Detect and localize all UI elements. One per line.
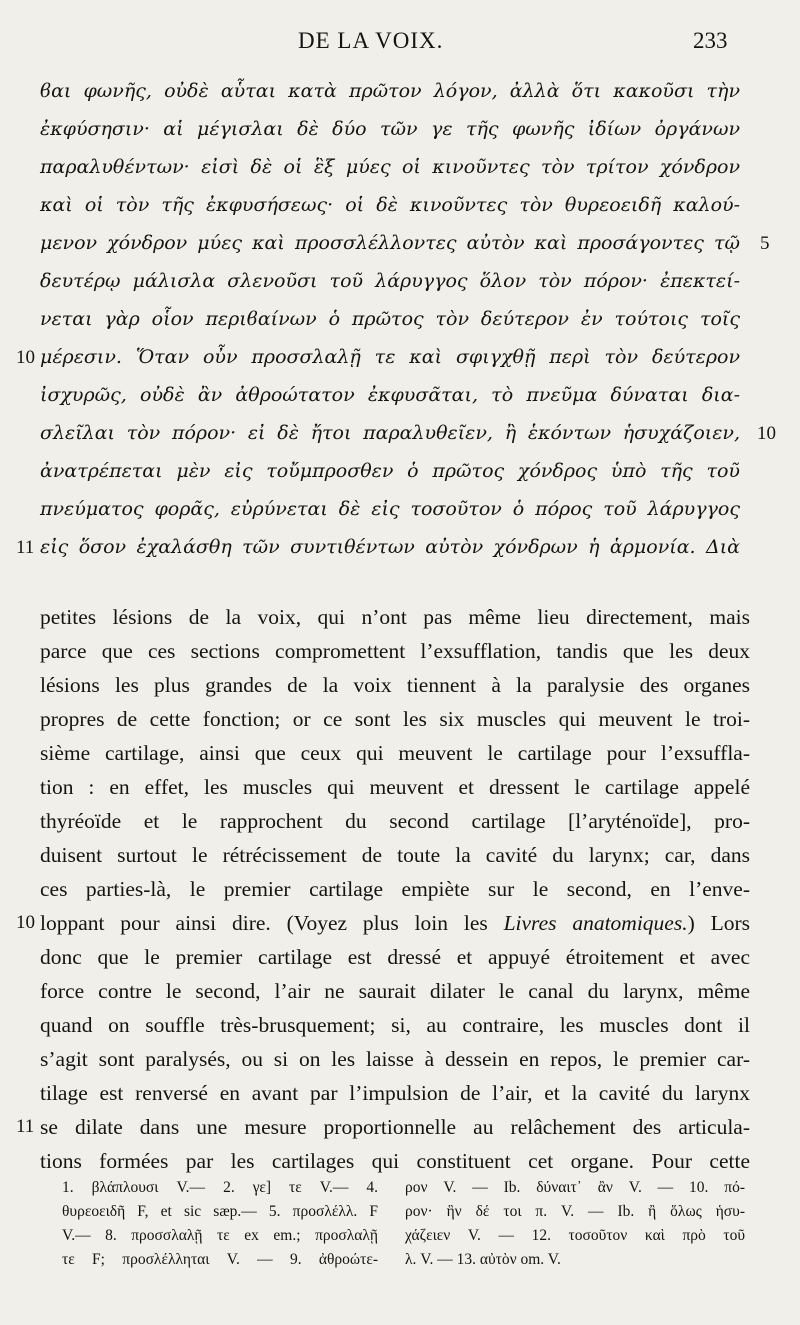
french-line: quand on souffle très-brusquement; si, au contraire, les muscles dont il: [40, 1013, 750, 1037]
french-line: duisent surtout le rétrécissement de toute la cavité du larynx; car, dans: [40, 843, 750, 867]
greek-line: ἰσχυρῶς, οὐδὲ ἂν ἀθροώτατον ἐκφυσᾶται, τὸ πνεῦμα δύναται δια-: [40, 384, 740, 406]
french-line: tilage est renversé en avant par l’impulsion de l’air, et la cavité du larynx: [40, 1081, 750, 1105]
running-title: DE LA VOIX.: [298, 28, 444, 53]
footnote-line: θυρεοειδῆ F, et sic sæp.— 5. προσλέλλ. F: [62, 1203, 378, 1220]
french-line: parce que ces sections compromettent l’exsufflation, tandis que les deux: [40, 639, 750, 663]
greek-line: νεται γὰρ οἷον περιϐαίνων ὁ πρῶτος τὸν δεύτερον ἐν τούτοις τοῖς: [40, 308, 740, 330]
greek-line: σλεῖλαι τὸν πόρον· εἰ δὲ ἤτοι παραλυθεῖεν, ἢ ἑκόντων ἡσυχάζοιεν,: [40, 422, 740, 444]
footnote-line: ρον V. — Ib. δύναιτ᾽ ἂν V. — 10. πό-: [405, 1179, 745, 1196]
french-line: force contre le second, l’air ne saurait dilater le canal du larynx, même: [40, 979, 750, 1003]
footnote-line: τε F; προσλέλληται V. — 9. ἀθροώτε-: [62, 1251, 378, 1268]
line-number-margin: 5: [760, 233, 770, 254]
greek-line: πνεύματος φορᾶς, εὐρύνεται δὲ εἰς τοσοῦτον ὁ πόρος τοῦ λάρυγγος: [40, 498, 740, 520]
footnote-line: χάζειεν V. — 12. τοσοῦτον καὶ πρὸ τοῦ: [405, 1227, 745, 1244]
greek-line: εἰς ὅσον ἐχαλάσθη τῶν συντιθέντων αὐτὸν χόνδρων ἡ ἁρμονία. Διὰ: [40, 536, 740, 558]
line-number-margin: 11: [16, 537, 35, 558]
running-header: [0, 28, 800, 60]
line-number-margin: 10: [757, 423, 776, 444]
line-number-margin: 10: [16, 912, 35, 933]
page-number: 233: [693, 28, 728, 53]
footnote-line: V.— 8. προσσλαλῇ τε ex em.; προσλαλῇ: [62, 1227, 378, 1244]
greek-line: ἐκφύσησιν· αἱ μέγισλαι δὲ δύο τῶν γε τῆς φωνῆς ἰδίων ὀργάνων: [40, 118, 740, 140]
greek-line: καὶ οἱ τὸν τῆς ἐκφυσήσεως· οἱ δὲ κινοῦντες τὸν θυρεοειδῆ καλού-: [40, 194, 740, 216]
french-line: se dilate dans une mesure proportionnelle au relâchement des articula-: [40, 1115, 750, 1139]
greek-line: ἀνατρέπεται μὲν εἰς τοὔμπροσθεν ὁ πρῶτος χόνδρος ὑπὸ τῆς τοῦ: [40, 460, 740, 482]
french-line: s’agit sont paralysés, ou si on les laisse à dessein en repos, le premier car-: [40, 1047, 750, 1071]
footnote-line: ρον· ἣν δέ τοι π. V. — Ib. ἢ ὅλως ἡσυ-: [405, 1203, 745, 1220]
footnote-line: 1. βλάπλουσι V.— 2. γε] τε V.— 4.: [62, 1179, 378, 1196]
line-number-margin: 11: [16, 1116, 35, 1137]
line-number-margin: 10: [16, 347, 35, 368]
french-line: lésions les plus grandes de la voix tiennent à la paralysie des organes: [40, 673, 750, 697]
greek-line: μενον χόνδρον μύες καὶ προσσλέλλοντες αὐτὸν καὶ προσάγοντες τῷ: [40, 232, 740, 254]
footnote-line: λ. V. — 13. αὐτὸν om. V.: [405, 1251, 561, 1268]
french-line: tions formées par les cartilages qui constituent cet organe. Pour cette: [40, 1149, 750, 1173]
greek-line: μέρεσιν. Ὅταν οὖν προσσλαλῇ τε καὶ σφιγχθῇ περὶ τὸν δεύτερον: [40, 346, 740, 368]
french-line: loppant pour ainsi dire. (Voyez plus loin les Livres anatomiques.) Lors: [40, 911, 751, 935]
french-line: ces parties-là, le premier cartilage empiète sur le second, en l’enve-: [40, 877, 750, 901]
french-line: petites lésions de la voix, qui n’ont pas même lieu directement, mais: [40, 605, 750, 629]
greek-line: ϐαι φωνῆς, οὐδὲ αὗται κατὰ πρῶτον λόγον, ἀλλὰ ὅτι κακοῦσι τὴν: [40, 80, 740, 102]
french-line: propres de cette fonction; or ce sont les six muscles qui meuvent le troi-: [40, 707, 750, 731]
french-line: sième cartilage, ainsi que ceux qui meuvent le cartilage pour l’exsuffla-: [40, 741, 750, 765]
french-line: thyréoïde et le rapprochent du second cartilage [l’aryténoïde], pro-: [40, 809, 750, 833]
french-line: donc que le premier cartilage est dressé et appuyé étroitement et avec: [40, 945, 750, 969]
greek-line: δευτέρῳ μάλισλα σλενοῦσι τοῦ λάρυγγος ὅλον τὸν πόρον· ἐπεκτεί-: [40, 270, 740, 292]
french-line: tion : en effet, les muscles qui meuvent et dressent le cartilage appelé: [40, 775, 750, 799]
greek-line: παραλυθέντων· εἰσὶ δὲ οἱ ἓξ μύες οἱ κινοῦντες τὸν τρίτον χόνδρον: [40, 156, 740, 178]
